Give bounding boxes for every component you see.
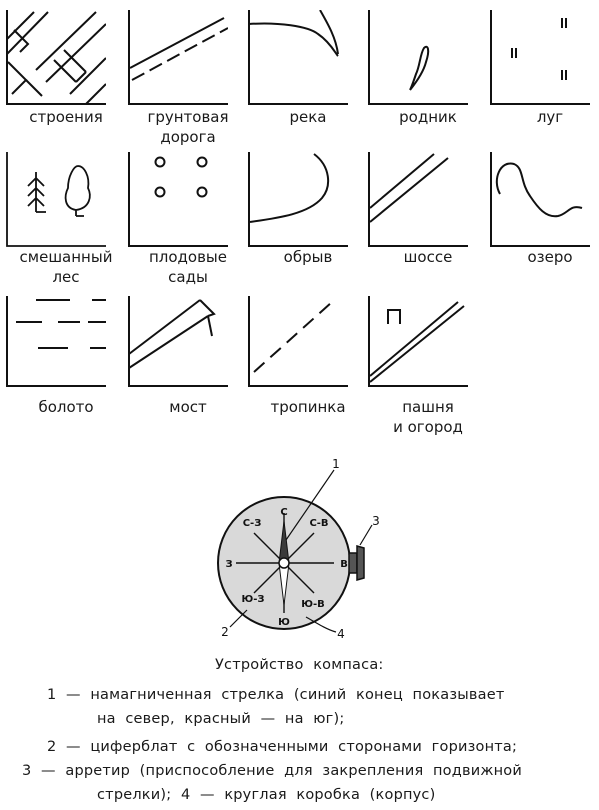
symbol-label: смешанный лес	[19, 248, 113, 286]
callout-3: 3	[372, 514, 380, 528]
dir-nw: С-З	[242, 518, 262, 529]
dir-w: З	[225, 559, 233, 570]
symbol-label: шоссе	[403, 248, 453, 266]
symbol-label: мост	[169, 398, 207, 416]
dir-e: В	[340, 559, 348, 570]
symbol-label: луг	[536, 108, 564, 126]
symbol-label: пашня и огород	[393, 398, 463, 436]
legend-line: 2 — циферблат с обозначенными сторонами горизонта;	[47, 739, 518, 755]
dir-n: С	[280, 507, 288, 518]
symbol-label: река	[289, 108, 327, 126]
symbol-label: озеро	[527, 248, 573, 266]
callout-4: 4	[337, 627, 345, 641]
legend-line: 3 — арретир (приспособление для закрепления подвижной	[22, 763, 522, 779]
symbol-label: строения	[29, 108, 103, 126]
legend-title: Устройство компаса:	[215, 657, 384, 673]
symbol-label: родник	[399, 108, 457, 126]
dir-ne: С-В	[309, 518, 329, 529]
legend-line: 1 — намагниченная стрелка (синий конец показывает	[47, 687, 505, 703]
dir-s: Ю	[278, 617, 290, 628]
symbol-label: тропинка	[270, 398, 346, 416]
dir-se: Ю-В	[301, 599, 325, 610]
symbol-label: обрыв	[283, 248, 333, 266]
symbol-label: грунтовая дорога	[147, 108, 229, 146]
symbol-label: плодовые сады	[148, 248, 228, 286]
symbol-label: болото	[38, 398, 94, 416]
callout-2: 2	[221, 625, 229, 639]
dir-sw: Ю-З	[241, 594, 265, 605]
legend-line: стрелки); 4 — круглая коробка (корпус)	[97, 787, 436, 803]
legend-line: на север, красный — на юг);	[97, 711, 345, 727]
callout-1: 1	[332, 457, 340, 471]
